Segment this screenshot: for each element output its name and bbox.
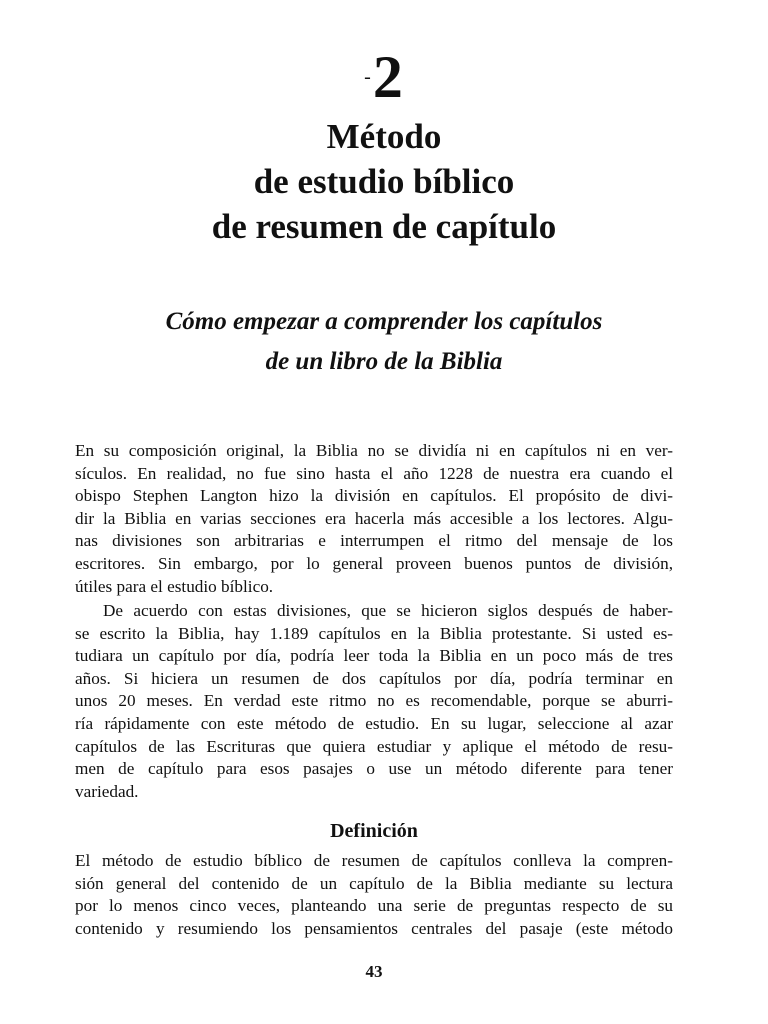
chapter-subtitle-line: de un libro de la Biblia (265, 348, 503, 375)
text-line: nas divisiones son arbitrarias e interrumpen el ritmo del mensaje de los (75, 531, 673, 551)
text-line: sículos. En realidad, no fue sino hasta el año 1228 de nuestra era cuando el (75, 463, 673, 483)
text-line: El método de estudio bíblico de resumen de capítulos conlleva la compren- (75, 851, 673, 870)
text-line: obispo Stephen Langton hizo la división en capítulos. El propósito de divi- (75, 486, 673, 506)
text-line: En su composición original, la Biblia no se dividía ni en capítulos ni en ver- (75, 441, 673, 460)
text-line: escritores. Sin embargo, por lo general proveen buenos puntos de división, (75, 553, 673, 573)
text-line: por lo menos cinco veces, planteando una serie de preguntas respecto de su (75, 896, 673, 916)
text-line: men de capítulo para esos pasajes o use un método diferente para tener (75, 759, 673, 779)
text-line: contenido y resumiendo los pensamientos centrales del pasaje (este método (75, 918, 673, 938)
section-heading: Definición (330, 820, 418, 842)
text-line: unos 20 meses. En verdad este ritmo no es recomendable, porque se aburri- (75, 691, 673, 711)
chapter-number-mark: - (364, 66, 372, 88)
chapter-title-line: de estudio bíblico (253, 162, 515, 201)
page-number: 43 (365, 962, 383, 981)
chapter-title-line: Método (326, 117, 442, 156)
chapter-number-value: 2 (372, 44, 404, 110)
text-line: sión general del contenido de un capítulo de la Biblia mediante su lectura (75, 873, 673, 893)
paragraph-definition (75, 850, 673, 940)
chapter-title (0, 114, 768, 249)
paragraph-divisions (75, 600, 673, 803)
paragraph-intro (75, 440, 673, 598)
chapter-subtitle (0, 302, 768, 382)
text-line: dir la Biblia en varias secciones era hacerla más accesible a los lectores. Algu- (75, 508, 673, 528)
text-line: ría rápidamente con este método de estudio. En su lugar, seleccione al azar (75, 713, 673, 733)
text-line: capítulos de las Escrituras que quiera estudiar y aplique el método de resu- (75, 736, 673, 756)
chapter-subtitle-line: Cómo empezar a comprender los capítulos (165, 308, 603, 335)
text-line: tudiara un capítulo por día, podría leer toda la Biblia en un poco más de tres (75, 646, 673, 666)
text-line: útiles para el estudio bíblico. (75, 576, 274, 596)
text-line: años. Si hiciera un resumen de dos capítulos por día, podría terminar en (75, 668, 673, 688)
text-line: De acuerdo con estas divisiones, que se hicieron siglos después de haber- (103, 601, 673, 620)
text-line: variedad. (75, 781, 139, 801)
text-line: se escrito la Biblia, hay 1.189 capítulos en la Biblia protestante. Si usted es- (75, 623, 673, 643)
chapter-title-line: de resumen de capítulo (211, 207, 557, 246)
